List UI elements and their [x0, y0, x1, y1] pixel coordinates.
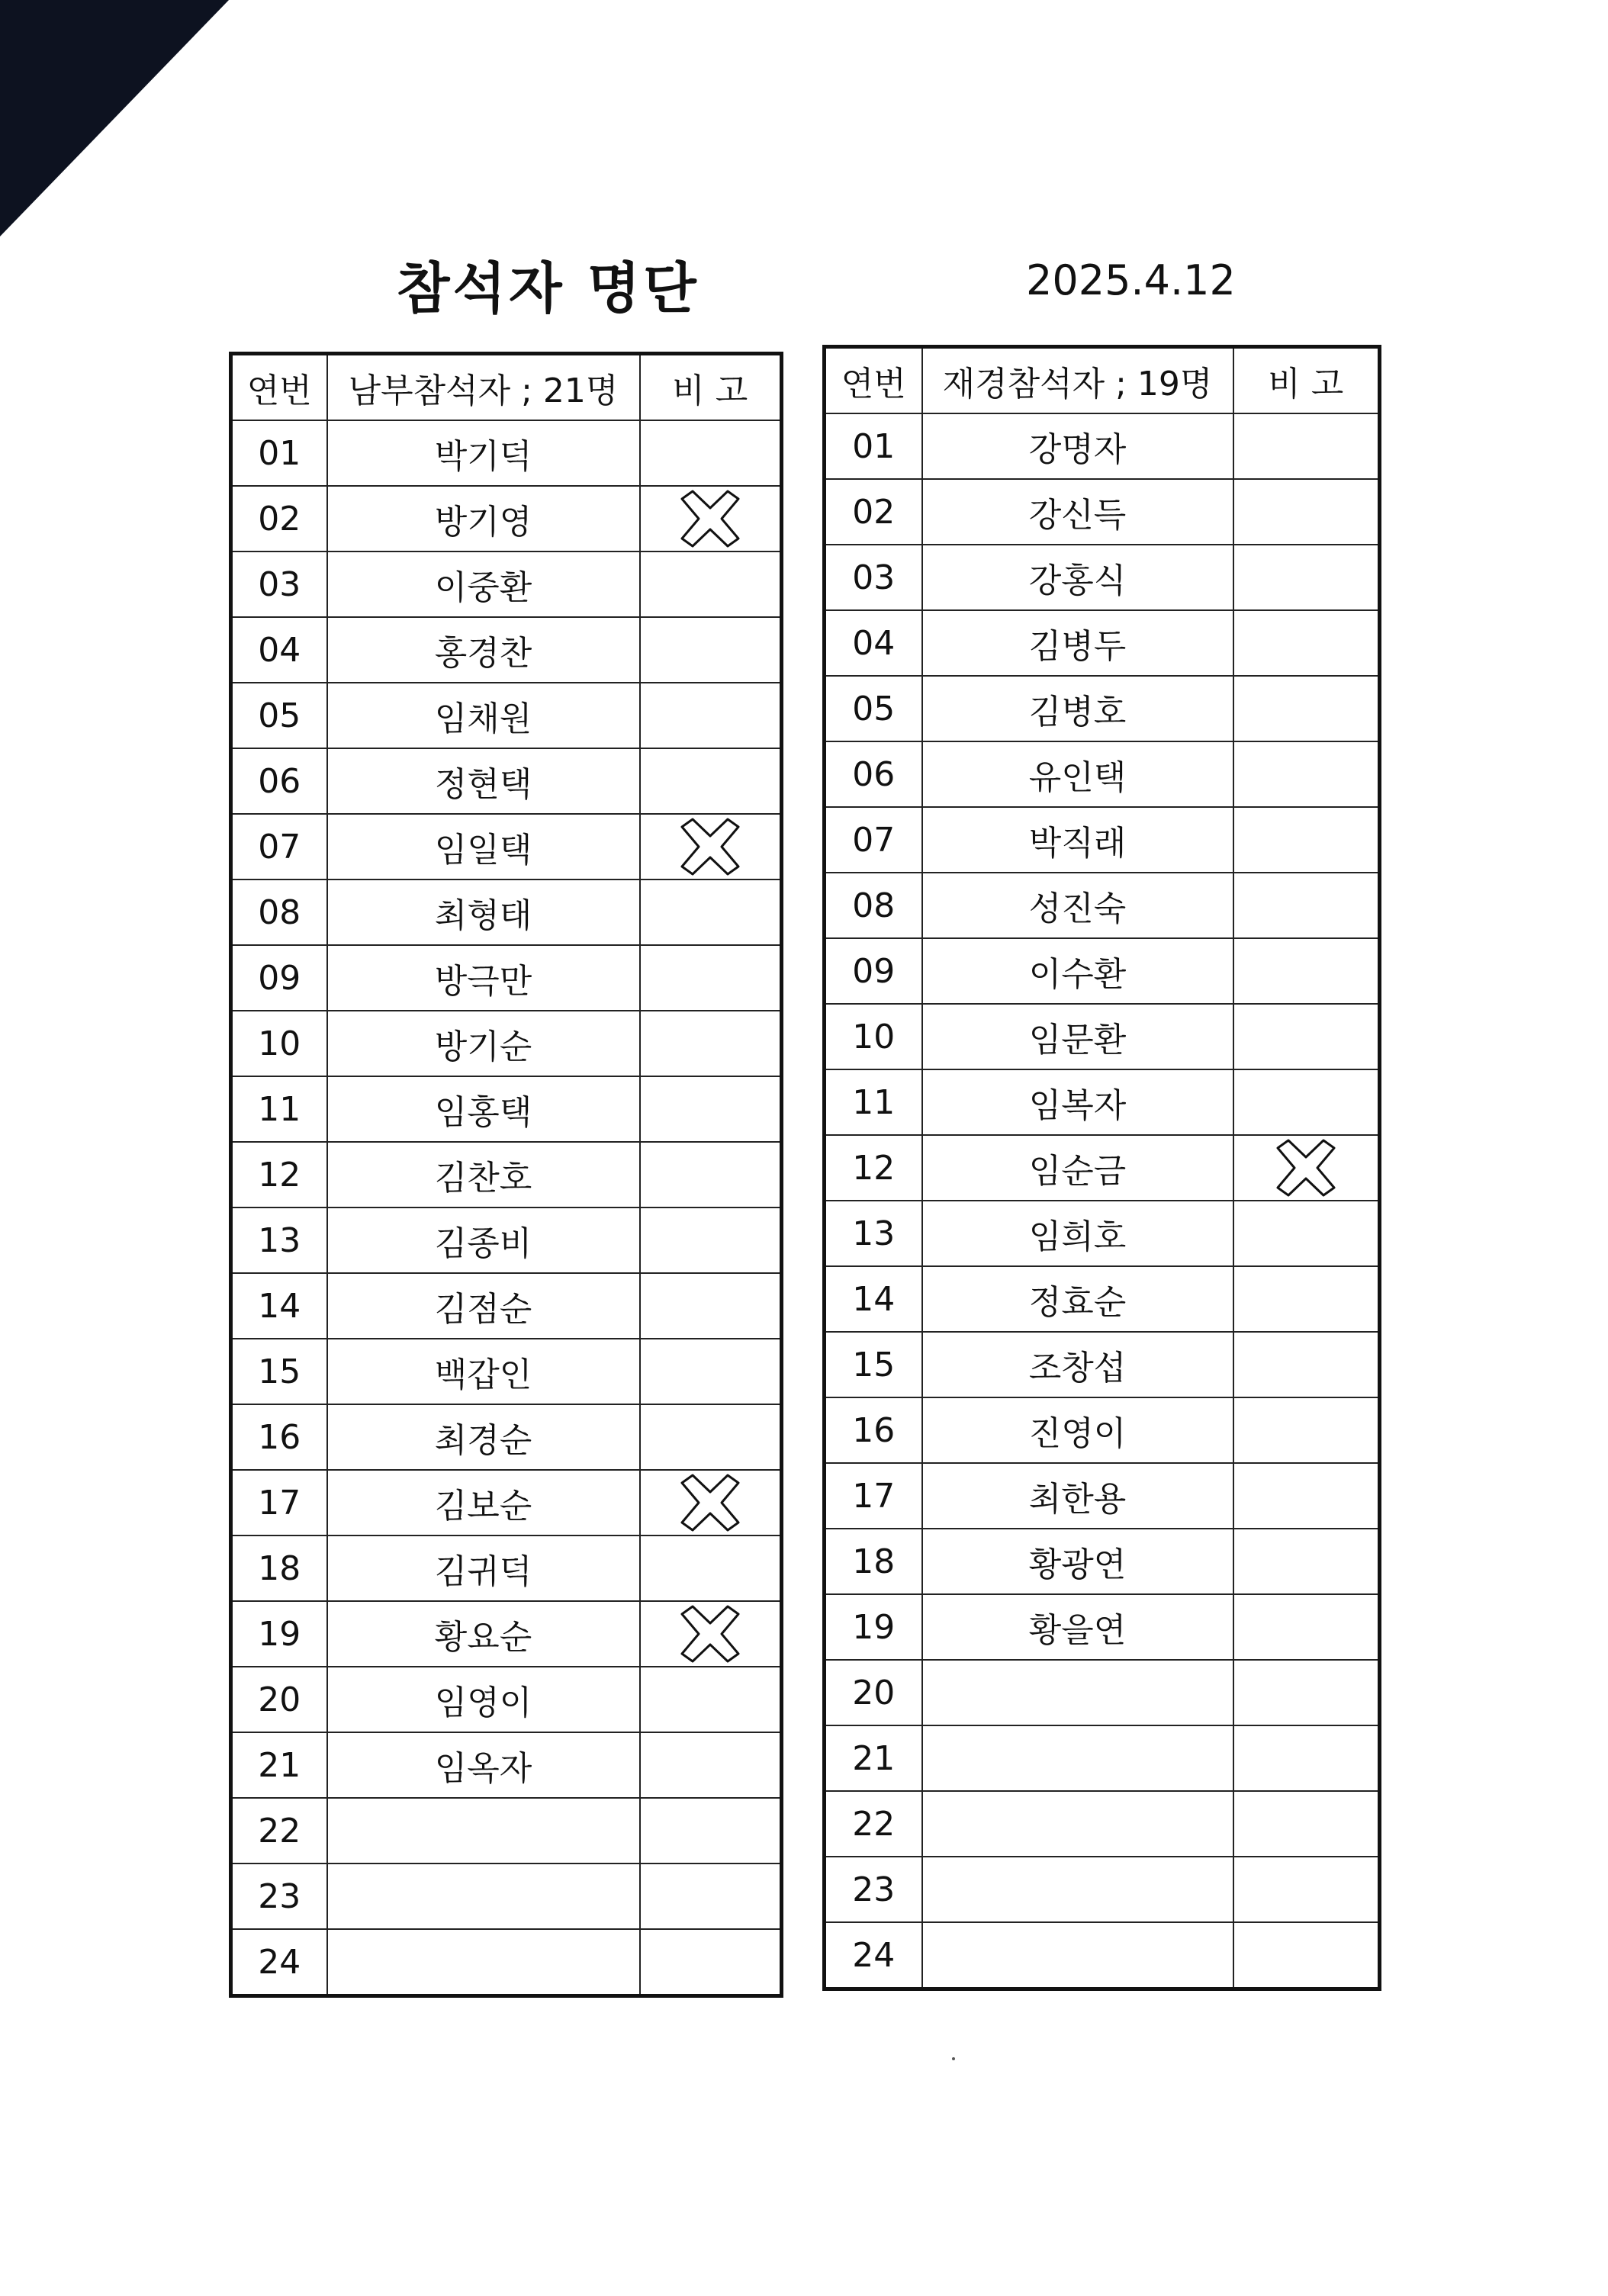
attendee-name [922, 1791, 1233, 1857]
attendee-name: 정현택 [327, 748, 640, 814]
row-number: 03 [231, 551, 327, 617]
row-number: 05 [825, 676, 922, 741]
row-number: 24 [231, 1929, 327, 1996]
row-number: 20 [825, 1660, 922, 1725]
remarks-cell [1233, 1201, 1380, 1266]
row-number: 13 [231, 1207, 327, 1273]
remarks-cell [640, 748, 782, 814]
attendee-name: 황요순 [327, 1601, 640, 1667]
attendee-name: 황을연 [922, 1594, 1233, 1660]
attendee-name: 김보순 [327, 1470, 640, 1535]
attendee-name [327, 1863, 640, 1929]
attendee-name: 정효순 [922, 1266, 1233, 1332]
remarks-cell [1233, 1660, 1380, 1725]
table-row [825, 1069, 1380, 1135]
remarks-cell [1233, 1069, 1380, 1135]
remarks-cell [1233, 741, 1380, 807]
table-row [825, 545, 1380, 610]
attendee-name: 백갑인 [327, 1339, 640, 1404]
row-number: 12 [231, 1142, 327, 1207]
remarks-cell [640, 1732, 782, 1798]
table-row [825, 1922, 1380, 1989]
row-number: 15 [825, 1332, 922, 1397]
table-row [231, 1404, 782, 1470]
table-row [231, 1470, 782, 1535]
header-remarks: 비 고 [1233, 347, 1380, 414]
remarks-cell [640, 1601, 782, 1667]
row-number: 04 [825, 610, 922, 676]
table-row [231, 683, 782, 748]
table-row [825, 1201, 1380, 1266]
attendee-name: 강홍식 [922, 545, 1233, 610]
row-number: 06 [231, 748, 327, 814]
remarks-cell [640, 551, 782, 617]
row-number: 24 [825, 1922, 922, 1989]
remarks-cell [640, 1339, 782, 1404]
attendee-name: 강신득 [922, 479, 1233, 545]
table-row [231, 617, 782, 683]
table-row [825, 1857, 1380, 1922]
attendee-name: 진영이 [922, 1397, 1233, 1463]
attendee-name: 강명자 [922, 413, 1233, 479]
table-row [231, 1667, 782, 1732]
table-row [231, 945, 782, 1011]
table-row [825, 610, 1380, 676]
row-number: 09 [825, 938, 922, 1004]
table-row [825, 1594, 1380, 1660]
row-number: 18 [231, 1535, 327, 1601]
table-row [231, 1207, 782, 1273]
row-number: 10 [231, 1011, 327, 1076]
table-row [231, 1273, 782, 1339]
cross-mark-icon [677, 488, 743, 549]
remarks-cell [1233, 1725, 1380, 1791]
remarks-cell [640, 1273, 782, 1339]
cross-mark-icon [677, 1603, 743, 1664]
remarks-cell [640, 814, 782, 879]
table-header-row [231, 354, 782, 421]
attendee-name: 임순금 [922, 1135, 1233, 1201]
row-number: 08 [231, 879, 327, 945]
attendee-name: 임영이 [327, 1667, 640, 1732]
header-remarks: 비 고 [640, 354, 782, 421]
remarks-cell [1233, 938, 1380, 1004]
table-row [231, 1732, 782, 1798]
attendee-name: 최형태 [327, 879, 640, 945]
remarks-cell [640, 420, 782, 486]
row-number: 14 [231, 1273, 327, 1339]
cross-mark-icon [1273, 1137, 1339, 1198]
row-number: 02 [231, 486, 327, 551]
remarks-cell [1233, 1463, 1380, 1529]
attendee-name: 임일택 [327, 814, 640, 879]
attendee-name: 황광연 [922, 1529, 1233, 1594]
row-number: 01 [825, 413, 922, 479]
remarks-cell [1233, 1594, 1380, 1660]
dark-corner-shadow [0, 0, 229, 236]
row-number: 15 [231, 1339, 327, 1404]
row-number: 11 [825, 1069, 922, 1135]
attendee-name: 임채원 [327, 683, 640, 748]
row-number: 12 [825, 1135, 922, 1201]
table-row [231, 1142, 782, 1207]
attendee-name: 김점순 [327, 1273, 640, 1339]
table-row [825, 676, 1380, 741]
attendee-name: 김병호 [922, 676, 1233, 741]
table-row [825, 873, 1380, 938]
remarks-cell [1233, 1135, 1380, 1201]
remarks-cell [1233, 1529, 1380, 1594]
remarks-cell [640, 1863, 782, 1929]
speck [952, 2057, 955, 2060]
table-row [825, 938, 1380, 1004]
attendee-name: 최경순 [327, 1404, 640, 1470]
attendee-name: 방극만 [327, 945, 640, 1011]
attendee-name: 김병두 [922, 610, 1233, 676]
attendee-name: 최한용 [922, 1463, 1233, 1529]
table-row [231, 1601, 782, 1667]
row-number: 23 [231, 1863, 327, 1929]
table-row [825, 1266, 1380, 1332]
table-row [825, 1725, 1380, 1791]
attendee-name: 임문환 [922, 1004, 1233, 1069]
header-attendees: 남부참석자 ; 21명 [327, 354, 640, 421]
header-number: 연번 [231, 354, 327, 421]
attendee-name [922, 1660, 1233, 1725]
document-date: 2025.4.12 [1026, 256, 1236, 304]
remarks-cell [640, 945, 782, 1011]
remarks-cell [1233, 1397, 1380, 1463]
attendee-name: 김찬호 [327, 1142, 640, 1207]
table-row [231, 1929, 782, 1996]
row-number: 22 [231, 1798, 327, 1863]
row-number: 17 [825, 1463, 922, 1529]
row-number: 11 [231, 1076, 327, 1142]
row-number: 08 [825, 873, 922, 938]
table-row [231, 420, 782, 486]
row-number: 21 [825, 1725, 922, 1791]
attendee-name: 홍경찬 [327, 617, 640, 683]
remarks-cell [1233, 676, 1380, 741]
attendee-name [922, 1922, 1233, 1989]
cross-mark-icon [677, 816, 743, 877]
attendee-name [922, 1857, 1233, 1922]
row-number: 17 [231, 1470, 327, 1535]
page-title: 참석자 명단 [397, 256, 699, 320]
table-row [825, 1397, 1380, 1463]
table-row [231, 879, 782, 945]
remarks-cell [1233, 873, 1380, 938]
remarks-cell [640, 683, 782, 748]
remarks-cell [1233, 610, 1380, 676]
remarks-cell [1233, 1004, 1380, 1069]
attendee-name: 임홍택 [327, 1076, 640, 1142]
remarks-cell [640, 1798, 782, 1863]
attendee-name: 성진숙 [922, 873, 1233, 938]
remarks-cell [640, 486, 782, 551]
attendee-name: 이수환 [922, 938, 1233, 1004]
table-row [231, 748, 782, 814]
remarks-cell [1233, 1332, 1380, 1397]
attendee-name: 임복자 [922, 1069, 1233, 1135]
table-row [825, 1529, 1380, 1594]
attendee-table-seoul [822, 345, 1381, 1991]
attendee-name: 김종비 [327, 1207, 640, 1273]
attendee-name [922, 1725, 1233, 1791]
attendee-name: 임옥자 [327, 1732, 640, 1798]
row-number: 02 [825, 479, 922, 545]
table-row [231, 1011, 782, 1076]
table-row [231, 551, 782, 617]
row-number: 20 [231, 1667, 327, 1732]
row-number: 19 [231, 1601, 327, 1667]
table-header-row [825, 347, 1380, 414]
table-row [231, 1339, 782, 1404]
row-number: 13 [825, 1201, 922, 1266]
table-row [825, 479, 1380, 545]
remarks-cell [640, 617, 782, 683]
attendee-name: 박기덕 [327, 420, 640, 486]
remarks-cell [640, 1076, 782, 1142]
remarks-cell [1233, 1857, 1380, 1922]
row-number: 18 [825, 1529, 922, 1594]
table-row [825, 413, 1380, 479]
row-number: 14 [825, 1266, 922, 1332]
remarks-cell [1233, 1266, 1380, 1332]
row-number: 19 [825, 1594, 922, 1660]
row-number: 01 [231, 420, 327, 486]
table-row [231, 1076, 782, 1142]
remarks-cell [1233, 1922, 1380, 1989]
remarks-cell [640, 879, 782, 945]
header-number: 연번 [825, 347, 922, 414]
remarks-cell [640, 1404, 782, 1470]
header-attendees: 재경참석자 ; 19명 [922, 347, 1233, 414]
table-row [825, 1463, 1380, 1529]
row-number: 16 [825, 1397, 922, 1463]
remarks-cell [640, 1207, 782, 1273]
table-row [231, 814, 782, 879]
remarks-cell [1233, 1791, 1380, 1857]
row-number: 09 [231, 945, 327, 1011]
remarks-cell [640, 1142, 782, 1207]
table-row [231, 1863, 782, 1929]
row-number: 03 [825, 545, 922, 610]
row-number: 05 [231, 683, 327, 748]
table-row [825, 741, 1380, 807]
table-row [825, 1791, 1380, 1857]
row-number: 06 [825, 741, 922, 807]
attendee-name: 박직래 [922, 807, 1233, 873]
row-number: 16 [231, 1404, 327, 1470]
row-number: 07 [231, 814, 327, 879]
remarks-cell [640, 1667, 782, 1732]
row-number: 10 [825, 1004, 922, 1069]
row-number: 23 [825, 1857, 922, 1922]
remarks-cell [640, 1535, 782, 1601]
attendee-name [327, 1929, 640, 1996]
remarks-cell [1233, 413, 1380, 479]
row-number: 07 [825, 807, 922, 873]
attendee-name: 이중환 [327, 551, 640, 617]
table-row [825, 1135, 1380, 1201]
attendee-table-south [229, 352, 783, 1998]
table-row [231, 486, 782, 551]
attendee-name: 방기영 [327, 486, 640, 551]
row-number: 04 [231, 617, 327, 683]
remarks-cell [1233, 807, 1380, 873]
attendee-name: 유인택 [922, 741, 1233, 807]
table-row [825, 1332, 1380, 1397]
row-number: 22 [825, 1791, 922, 1857]
table-row [825, 1004, 1380, 1069]
table-row [825, 1660, 1380, 1725]
row-number: 21 [231, 1732, 327, 1798]
remarks-cell [1233, 479, 1380, 545]
attendee-name [327, 1798, 640, 1863]
remarks-cell [1233, 545, 1380, 610]
table-row [231, 1535, 782, 1601]
table-row [825, 807, 1380, 873]
remarks-cell [640, 1470, 782, 1535]
attendee-name: 방기순 [327, 1011, 640, 1076]
remarks-cell [640, 1011, 782, 1076]
attendee-name: 김귀덕 [327, 1535, 640, 1601]
cross-mark-icon [677, 1472, 743, 1533]
attendee-name: 조창섭 [922, 1332, 1233, 1397]
remarks-cell [640, 1929, 782, 1996]
attendee-name: 임희호 [922, 1201, 1233, 1266]
table-row [231, 1798, 782, 1863]
